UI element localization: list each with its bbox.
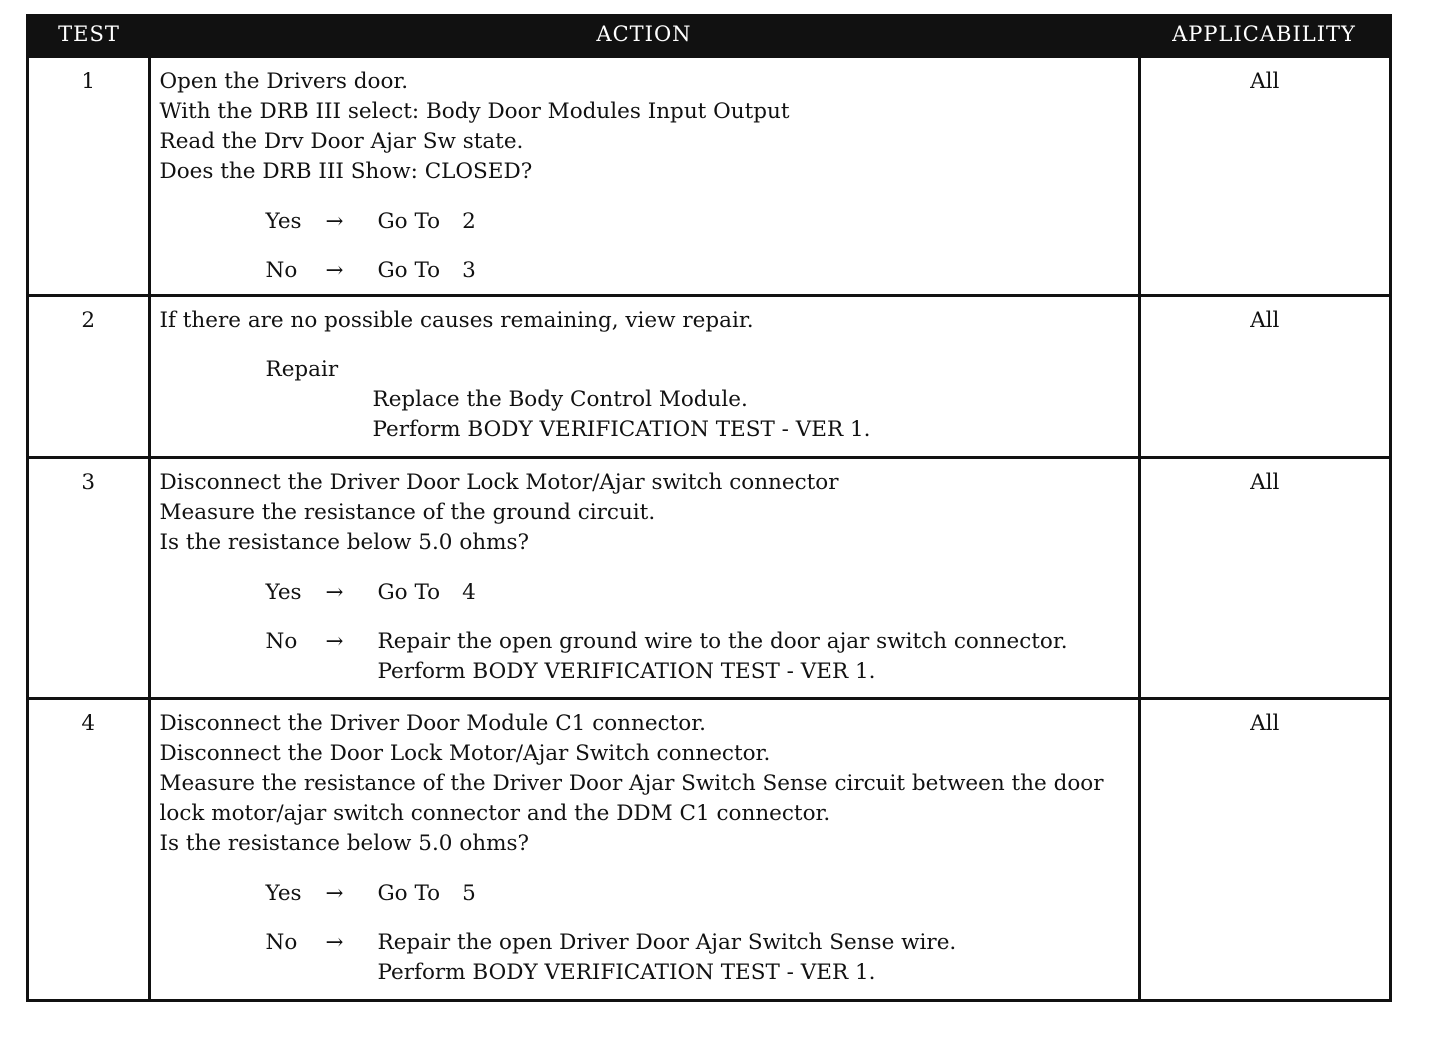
action-line: Does the DRB III Show: CLOSED? [159, 158, 533, 184]
arrow-right-icon: → [325, 257, 344, 283]
yes-outcome [266, 879, 1130, 909]
action-line: lock motor/ajar switch connector and the DDM C1 connector. [159, 801, 831, 827]
no-label: No [265, 628, 298, 654]
repair-label: Repair [265, 356, 339, 382]
action-line: Is the resistance below 5.0 ohms? [159, 529, 530, 555]
goto-target: 4 [462, 579, 476, 605]
action-line: Disconnect the Driver Door Module C1 connector. [159, 711, 706, 737]
test-number: 2 [29, 295, 149, 457]
table-row-test-2 [29, 295, 1389, 457]
goto-target: 2 [462, 208, 476, 234]
action-line: With the DRB III select: Body Door Modules Input Output [159, 98, 790, 124]
action-cell [149, 699, 1139, 999]
no-outcome [266, 627, 1130, 687]
no-action-line: Repair the open ground wire to the door ajar switch connector. [377, 628, 1068, 654]
action-line: Open the Drivers door. [159, 68, 409, 94]
goto-label: Go To [377, 208, 441, 234]
no-outcome [266, 256, 1130, 286]
table-header-row [29, 14, 1389, 56]
header-action: ACTION [596, 22, 692, 47]
goto-label: Go To [377, 257, 441, 283]
yes-label: Yes [265, 881, 302, 907]
test-number: 3 [29, 457, 149, 698]
table-row-test-3 [29, 457, 1389, 698]
action-line: Measure the resistance of the ground circuit. [159, 499, 656, 525]
arrow-right-icon: → [325, 930, 344, 956]
goto-target: 3 [462, 257, 476, 283]
action-line: Read the Drv Door Ajar Sw state. [159, 128, 524, 154]
applicability-cell: All [1139, 295, 1389, 457]
action-line: If there are no possible causes remaining, view repair. [159, 307, 754, 333]
action-cell [149, 457, 1139, 698]
table-row-test-4 [29, 699, 1389, 999]
applicability-cell: All [1139, 457, 1389, 698]
test-number: 4 [29, 699, 149, 999]
applicability-cell: All [1139, 699, 1389, 999]
action-line: Disconnect the Driver Door Lock Motor/Ajar switch connector [159, 469, 839, 495]
repair-step: Replace the Body Control Module. [372, 386, 748, 412]
repair-step: Perform BODY VERIFICATION TEST - VER 1. [372, 416, 871, 442]
header-applicability: APPLICABILITY [1172, 22, 1356, 47]
yes-outcome [266, 578, 1130, 608]
no-outcome [266, 928, 1130, 988]
arrow-right-icon: → [325, 881, 344, 907]
action-line: Disconnect the Door Lock Motor/Ajar Switch connector. [159, 741, 771, 767]
no-action-line: Repair the open Driver Door Ajar Switch Sense wire. [377, 930, 957, 956]
table-row-test-1 [29, 56, 1389, 295]
yes-label: Yes [265, 208, 302, 234]
yes-label: Yes [265, 579, 302, 605]
diagnostic-test-table [26, 14, 1392, 1002]
action-line: Is the resistance below 5.0 ohms? [159, 831, 530, 857]
yes-outcome [266, 207, 1130, 237]
action-cell [149, 56, 1139, 295]
header-test: TEST [58, 22, 120, 47]
test-table [29, 14, 1389, 999]
repair-steps [373, 385, 1130, 445]
arrow-right-icon: → [325, 208, 344, 234]
no-action-line: Perform BODY VERIFICATION TEST - VER 1. [377, 960, 876, 986]
arrow-right-icon: → [325, 579, 344, 605]
action-cell [149, 295, 1139, 457]
goto-label: Go To [377, 881, 441, 907]
applicability-cell: All [1139, 56, 1389, 295]
no-label: No [265, 257, 298, 283]
repair-block [266, 355, 1130, 445]
no-label: No [265, 930, 298, 956]
goto-label: Go To [377, 579, 441, 605]
arrow-right-icon: → [325, 628, 344, 654]
no-action-line: Perform BODY VERIFICATION TEST - VER 1. [377, 658, 876, 684]
action-line: Measure the resistance of the Driver Door Ajar Switch Sense circuit between the door [159, 771, 1104, 797]
goto-target: 5 [462, 881, 476, 907]
test-number: 1 [29, 56, 149, 295]
